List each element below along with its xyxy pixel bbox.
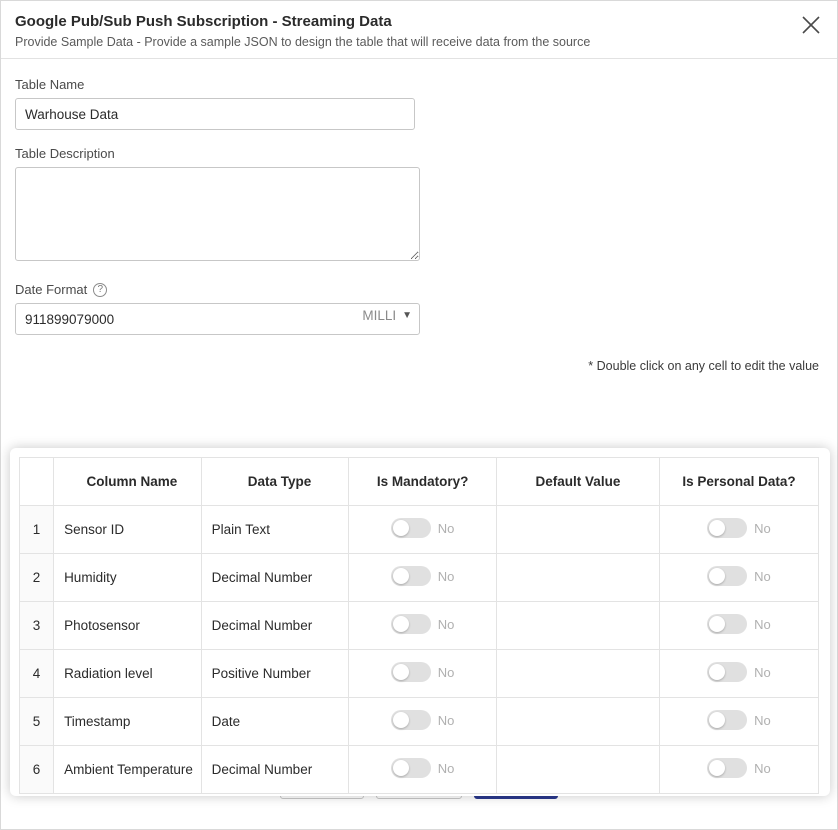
- table-name-input[interactable]: [15, 98, 415, 130]
- table-description-input[interactable]: [15, 167, 420, 261]
- toggle-label: No: [437, 712, 455, 728]
- is-personal-data-toggle[interactable]: [707, 710, 771, 730]
- dialog-subtitle: Provide Sample Data - Provide a sample JSON to design the table that will receive data from the source: [15, 35, 591, 49]
- cell-column-name-text: Photosensor: [64, 618, 140, 633]
- column-header-column-name: Column Name: [54, 458, 202, 506]
- is-mandatory-toggle[interactable]: [391, 758, 455, 778]
- cell-data-type[interactable]: [201, 746, 349, 794]
- cell-column-name-text: Sensor ID: [64, 522, 125, 537]
- cell-data-type-text: Decimal Number: [211, 618, 313, 633]
- toggle-label: No: [754, 712, 771, 728]
- cell-is-personal-data[interactable]: [659, 698, 818, 746]
- is-personal-data-toggle[interactable]: [707, 614, 771, 634]
- cell-is-personal-data[interactable]: [659, 506, 818, 554]
- toggle-switch-icon: [707, 662, 747, 682]
- toggle-switch-icon: [707, 614, 747, 634]
- cell-is-mandatory[interactable]: [349, 602, 497, 650]
- cell-column-name-text: Radiation level: [64, 666, 153, 681]
- cell-is-mandatory[interactable]: [349, 554, 497, 602]
- cell-data-type-text: Date: [211, 714, 241, 729]
- edit-cell-hint: * Double click on any cell to edit the value: [588, 359, 819, 373]
- help-icon[interactable]: ?: [93, 283, 107, 297]
- is-personal-data-toggle[interactable]: [707, 518, 771, 538]
- toggle-switch-icon: [391, 710, 431, 730]
- column-header-data-type: Data Type: [201, 458, 349, 506]
- toggle-switch-icon: [391, 566, 431, 586]
- columns-table-scroll[interactable]: [10, 448, 830, 796]
- cell-column-name[interactable]: [54, 698, 202, 746]
- date-unit-value: MILLI: [362, 308, 397, 323]
- toggle-switch-icon: [707, 710, 747, 730]
- dialog-header: [1, 1, 837, 59]
- cell-column-name-text: Ambient Temperature: [64, 762, 193, 777]
- toggle-label: No: [754, 664, 771, 680]
- row-index: 2: [20, 554, 54, 602]
- cell-is-mandatory[interactable]: [349, 506, 497, 554]
- cell-data-type[interactable]: [201, 698, 349, 746]
- close-icon[interactable]: [797, 11, 825, 39]
- cell-is-personal-data[interactable]: [659, 602, 818, 650]
- cell-data-type-text: Decimal Number: [211, 762, 313, 777]
- row-index: 3: [20, 602, 54, 650]
- cell-default-value[interactable]: [496, 650, 659, 698]
- table-row[interactable]: [20, 650, 819, 698]
- row-index: 1: [20, 506, 54, 554]
- cell-default-value[interactable]: [496, 602, 659, 650]
- row-index: 4: [20, 650, 54, 698]
- table-name-label: Table Name: [15, 77, 85, 92]
- date-unit-select[interactable]: [362, 308, 412, 323]
- toggle-label: No: [437, 760, 455, 776]
- is-personal-data-toggle[interactable]: [707, 758, 771, 778]
- is-mandatory-toggle[interactable]: [391, 518, 455, 538]
- cell-default-value[interactable]: [496, 746, 659, 794]
- cell-data-type-text: Positive Number: [211, 666, 311, 681]
- columns-table-card: [10, 448, 830, 796]
- column-header-is-mandatory: Is Mandatory?: [349, 458, 497, 506]
- cell-data-type-text: Decimal Number: [211, 570, 313, 585]
- date-format-label: Date Format: [15, 282, 88, 297]
- cell-data-type[interactable]: [201, 554, 349, 602]
- cell-data-type-text: Plain Text: [211, 522, 270, 537]
- cell-column-name[interactable]: [54, 746, 202, 794]
- is-mandatory-toggle[interactable]: [391, 614, 455, 634]
- toggle-switch-icon: [707, 518, 747, 538]
- table-header-row: [20, 458, 819, 506]
- cell-column-name-text: Humidity: [64, 570, 117, 585]
- cell-data-type[interactable]: [201, 602, 349, 650]
- date-format-field: [15, 303, 420, 335]
- cell-is-personal-data[interactable]: [659, 650, 818, 698]
- date-format-input[interactable]: [15, 303, 420, 335]
- row-index: 6: [20, 746, 54, 794]
- is-mandatory-toggle[interactable]: [391, 710, 455, 730]
- cell-is-personal-data[interactable]: [659, 554, 818, 602]
- toggle-label: No: [437, 616, 455, 632]
- toggle-label: No: [754, 616, 771, 632]
- cell-column-name[interactable]: [54, 554, 202, 602]
- date-format-label-row: [15, 282, 823, 297]
- chevron-down-icon: ▼: [402, 310, 412, 321]
- table-row[interactable]: [20, 554, 819, 602]
- cell-column-name[interactable]: [54, 602, 202, 650]
- toggle-switch-icon: [707, 566, 747, 586]
- dialog-body: [1, 59, 837, 777]
- table-description-label: Table Description: [15, 146, 115, 161]
- is-personal-data-toggle[interactable]: [707, 566, 771, 586]
- cell-column-name[interactable]: [54, 506, 202, 554]
- toggle-switch-icon: [391, 518, 431, 538]
- cell-data-type[interactable]: [201, 650, 349, 698]
- table-row[interactable]: [20, 602, 819, 650]
- toggle-switch-icon: [391, 614, 431, 634]
- cell-is-mandatory[interactable]: [349, 698, 497, 746]
- columns-table: [19, 457, 819, 794]
- toggle-label: No: [754, 520, 771, 536]
- toggle-label: No: [437, 568, 455, 584]
- is-mandatory-toggle[interactable]: [391, 566, 455, 586]
- row-index: 5: [20, 698, 54, 746]
- cell-default-value[interactable]: [496, 554, 659, 602]
- column-header-default-value: Default Value: [496, 458, 659, 506]
- cell-column-name-text: Timestamp: [64, 714, 131, 729]
- column-header-is-personal-data: Is Personal Data?: [659, 458, 818, 506]
- page-title: Google Pub/Sub Push Subscription - Streaming Data: [15, 13, 392, 30]
- table-row[interactable]: [20, 746, 819, 794]
- toggle-switch-icon: [391, 662, 431, 682]
- is-mandatory-toggle[interactable]: [391, 662, 455, 682]
- toggle-label: No: [437, 520, 455, 536]
- column-header-index: [20, 458, 54, 506]
- toggle-switch-icon: [707, 758, 747, 778]
- table-row[interactable]: [20, 506, 819, 554]
- toggle-label: No: [754, 568, 771, 584]
- cell-default-value[interactable]: [496, 698, 659, 746]
- cell-default-value[interactable]: [496, 506, 659, 554]
- cell-is-personal-data[interactable]: [659, 746, 818, 794]
- toggle-label: No: [437, 664, 455, 680]
- table-row[interactable]: [20, 698, 819, 746]
- cell-is-mandatory[interactable]: [349, 650, 497, 698]
- is-personal-data-toggle[interactable]: [707, 662, 771, 682]
- cell-data-type[interactable]: [201, 506, 349, 554]
- cell-column-name[interactable]: [54, 650, 202, 698]
- toggle-switch-icon: [391, 758, 431, 778]
- cell-is-mandatory[interactable]: [349, 746, 497, 794]
- toggle-label: No: [754, 760, 771, 776]
